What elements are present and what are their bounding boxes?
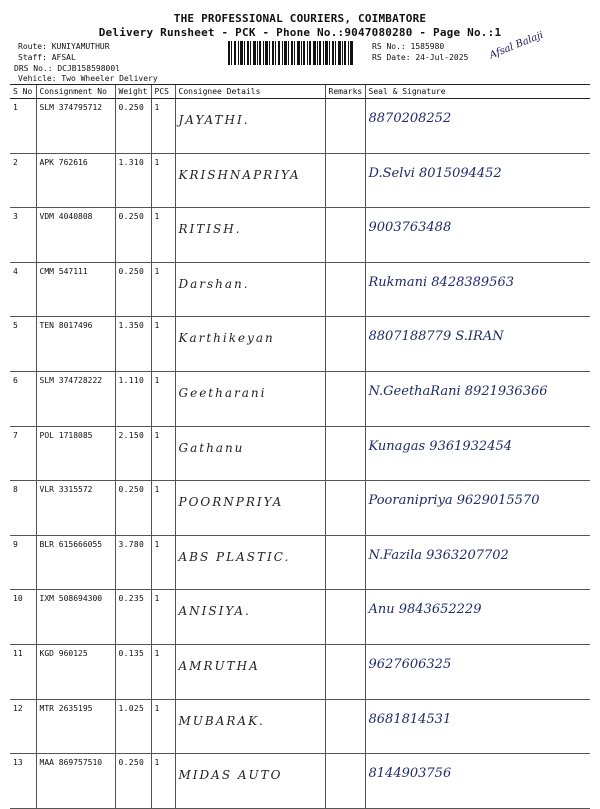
table-row (10, 590, 590, 645)
table-row (10, 644, 590, 699)
cell-weight: 0.135 (115, 644, 151, 699)
cell-consignee: MIDAS AUTO (175, 754, 325, 809)
table-row (10, 535, 590, 590)
cell-consignee: Karthikeyan (175, 317, 325, 372)
company-name: THE PROFESSIONAL COURIERS, COIMBATORE (173, 12, 427, 25)
cell-remarks (325, 99, 365, 154)
table-row (10, 99, 590, 154)
cell-consignment-no: MAA 869757510 (36, 754, 115, 809)
column-header-pcs: PCS (151, 85, 175, 99)
cell-signature: 8870208252 (365, 99, 590, 154)
cell-weight: 0.250 (115, 262, 151, 317)
cell-consignment-no: BLR 615666055 (36, 535, 115, 590)
cell-pcs: 1 (151, 535, 175, 590)
cell-consignment-no: SLM 374795712 (36, 99, 115, 154)
cell-sno: 11 (10, 644, 36, 699)
cell-consignee: JAYATHI. (175, 99, 325, 154)
cell-weight: 1.025 (115, 699, 151, 754)
cell-weight: 3.780 (115, 535, 151, 590)
cell-consignment-no: SLM 374728222 (36, 371, 115, 426)
cell-pcs: 1 (151, 371, 175, 426)
column-header-remarks: Remarks (325, 85, 365, 99)
cell-pcs: 1 (151, 426, 175, 481)
column-header-consignee: Consignee Details (175, 85, 325, 99)
cell-sno: 2 (10, 153, 36, 208)
runsheet-subtitle: Delivery Runsheet - PCK - Phone No.:9047080280 - Page No.:1 (98, 26, 502, 39)
cell-consignee: Gathanu (175, 426, 325, 481)
barcode-icon (228, 41, 353, 65)
cell-consignee: Darshan. (175, 262, 325, 317)
cell-remarks (325, 590, 365, 645)
cell-consignment-no: IXM 508694300 (36, 590, 115, 645)
cell-consignment-no: CMM 547111 (36, 262, 115, 317)
cell-sno: 1 (10, 99, 36, 154)
cell-sno: 13 (10, 754, 36, 809)
cell-consignee: POORNPRIYA (175, 481, 325, 536)
rs-date: RS Date: 24-Jul-2025 (372, 53, 469, 62)
cell-sno: 6 (10, 371, 36, 426)
cell-signature: 8807188779 S.IRAN (365, 317, 590, 372)
table-row (10, 208, 590, 263)
cell-consignee: KRISHNAPRIYA (175, 153, 325, 208)
cell-consignee: RITISH. (175, 208, 325, 263)
cell-weight: 1.310 (115, 153, 151, 208)
column-header-signature: Seal & Signature (365, 85, 590, 99)
cell-remarks (325, 317, 365, 372)
cell-pcs: 1 (151, 153, 175, 208)
cell-remarks (325, 699, 365, 754)
cell-sno: 12 (10, 699, 36, 754)
cell-sno: 7 (10, 426, 36, 481)
table-row (10, 317, 590, 372)
cell-pcs: 1 (151, 262, 175, 317)
cell-consignment-no: VDM 4040808 (36, 208, 115, 263)
table-row (10, 262, 590, 317)
cell-consignee: ANISIYA. (175, 590, 325, 645)
column-header-sno: S No (10, 85, 36, 99)
cell-signature: Pooranipriya 9629015570 (365, 481, 590, 536)
cell-weight: 0.250 (115, 99, 151, 154)
cell-remarks (325, 535, 365, 590)
cell-signature: 9003763488 (365, 208, 590, 263)
cell-weight: 1.350 (115, 317, 151, 372)
cell-remarks (325, 754, 365, 809)
cell-pcs: 1 (151, 699, 175, 754)
table-row (10, 481, 590, 536)
cell-consignee: MUBARAK. (175, 699, 325, 754)
table-row (10, 153, 590, 208)
cell-signature: 9627606325 (365, 644, 590, 699)
cell-signature: Kunagas 9361932454 (365, 426, 590, 481)
cell-remarks (325, 371, 365, 426)
cell-sno: 4 (10, 262, 36, 317)
cell-signature: D.Selvi 8015094452 (365, 153, 590, 208)
cell-remarks (325, 208, 365, 263)
column-header-weight: Weight (115, 85, 151, 99)
table-row (10, 699, 590, 754)
cell-signature: Anu 9843652229 (365, 590, 590, 645)
cell-pcs: 1 (151, 317, 175, 372)
cell-sno: 3 (10, 208, 36, 263)
cell-consignee: AMRUTHA (175, 644, 325, 699)
cell-pcs: 1 (151, 644, 175, 699)
cell-weight: 0.250 (115, 481, 151, 536)
cell-sno: 9 (10, 535, 36, 590)
staff-label: Staff: AFSAL (18, 53, 76, 62)
handwritten-note: Afsal Balaji (488, 29, 545, 62)
runsheet-table (10, 84, 590, 809)
cell-signature: N.GeethaRani 8921936366 (365, 371, 590, 426)
cell-sno: 10 (10, 590, 36, 645)
cell-signature: 8144903756 (365, 754, 590, 809)
route-label: Route: KUNIYAMUTHUR (18, 42, 110, 51)
cell-pcs: 1 (151, 99, 175, 154)
cell-consignment-no: KGD 960125 (36, 644, 115, 699)
cell-consignee: Geetharani (175, 371, 325, 426)
cell-weight: 1.110 (115, 371, 151, 426)
cell-pcs: 1 (151, 208, 175, 263)
cell-pcs: 1 (151, 754, 175, 809)
table-row (10, 371, 590, 426)
cell-remarks (325, 481, 365, 536)
cell-sno: 8 (10, 481, 36, 536)
cell-weight: 2.150 (115, 426, 151, 481)
cell-consignment-no: MTR 2635195 (36, 699, 115, 754)
cell-sno: 5 (10, 317, 36, 372)
drs-number: DRS No.: DCJB15859800l (14, 64, 120, 73)
cell-weight: 0.250 (115, 754, 151, 809)
cell-consignment-no: POL 1718085 (36, 426, 115, 481)
cell-remarks (325, 153, 365, 208)
cell-consignment-no: VLR 3315572 (36, 481, 115, 536)
rs-number: RS No.: 1585980 (372, 42, 445, 51)
cell-consignee: ABS PLASTIC. (175, 535, 325, 590)
cell-remarks (325, 426, 365, 481)
cell-consignment-no: TEN 8017496 (36, 317, 115, 372)
table-header-row (10, 85, 590, 99)
vehicle-label: Vehicle: Two Wheeler Delivery (18, 74, 158, 83)
cell-remarks (325, 644, 365, 699)
cell-signature: N.Fazila 9363207702 (365, 535, 590, 590)
cell-pcs: 1 (151, 481, 175, 536)
cell-consignment-no: APK 762616 (36, 153, 115, 208)
table-row (10, 754, 590, 809)
cell-signature: 8681814531 (365, 699, 590, 754)
column-header-consignment: Consignment No (36, 85, 115, 99)
cell-pcs: 1 (151, 590, 175, 645)
cell-weight: 0.235 (115, 590, 151, 645)
cell-remarks (325, 262, 365, 317)
cell-weight: 0.250 (115, 208, 151, 263)
cell-signature: Rukmani 8428389563 (365, 262, 590, 317)
table-row (10, 426, 590, 481)
